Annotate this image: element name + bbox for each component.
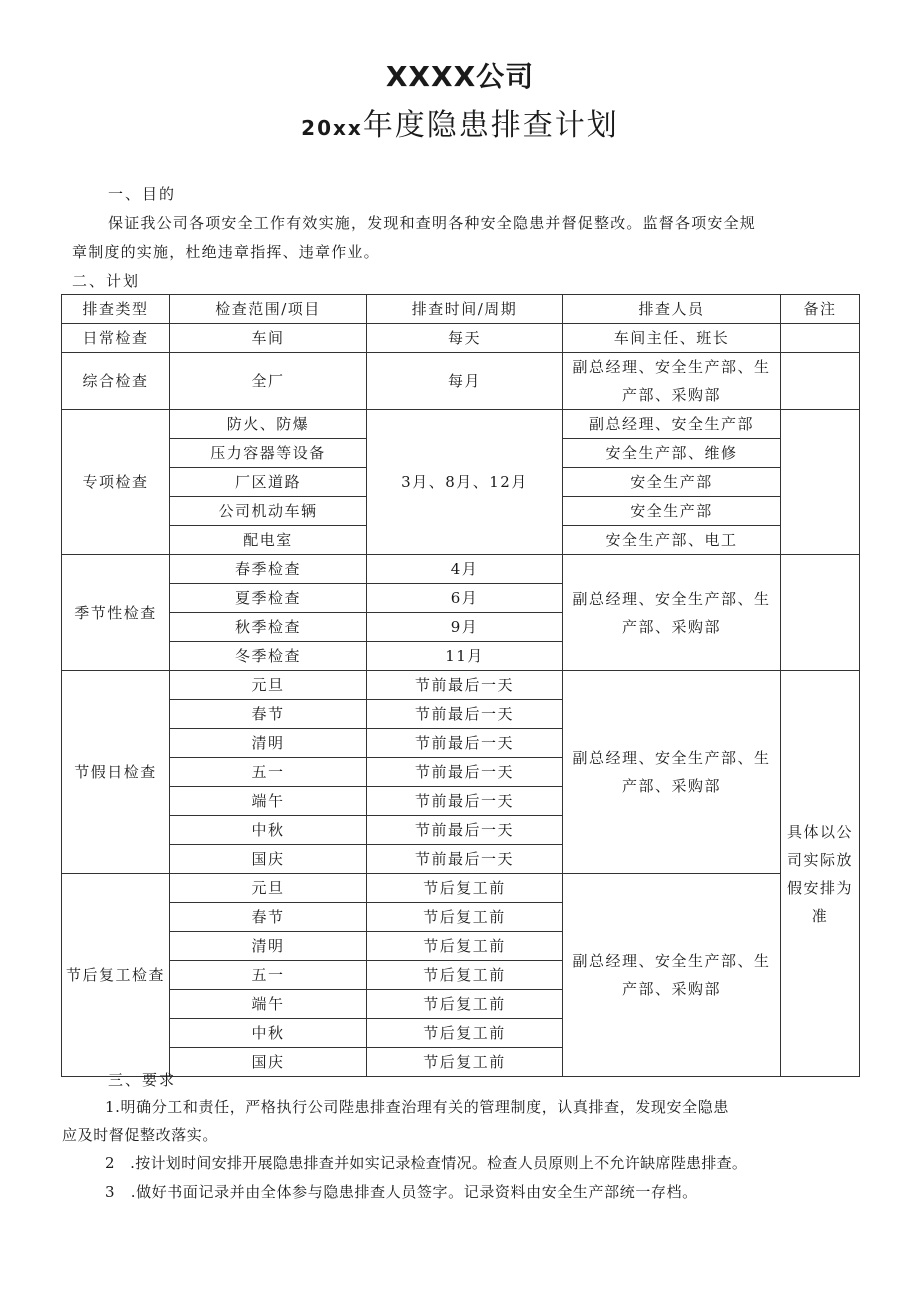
staff-cell: 副总经理、安全生产部、生 产部、采购部 [563, 671, 781, 874]
section1-line2: 章制度的实施，杜绝违章指挥、违章作业。 [72, 243, 380, 261]
scope-cell: 全厂 [170, 353, 367, 410]
scope-cell: 中秋 [170, 816, 367, 845]
section1-line1: 保证我公司各项安全工作有效实施，发现和查明各种安全隐患并督促整改。监督各项安全规 [108, 214, 757, 232]
scope-cell: 五一 [170, 758, 367, 787]
scope-cell: 冬季检查 [170, 642, 367, 671]
scope-cell: 中秋 [170, 1019, 367, 1048]
time-cell: 节前最后一天 [367, 700, 563, 729]
scope-cell: 清明 [170, 729, 367, 758]
scope-cell: 元旦 [170, 874, 367, 903]
inspection-plan-table [61, 294, 860, 1077]
header-remark: 备注 [781, 295, 860, 324]
scope-cell: 秋季检查 [170, 613, 367, 642]
scope-cell: 配电室 [170, 526, 367, 555]
time-cell: 4月 [367, 555, 563, 584]
scope-cell: 春节 [170, 700, 367, 729]
staff-cell: 安全生产部、维修 [563, 439, 781, 468]
staff-cell: 车间主任、班长 [563, 324, 781, 353]
plan-title: 20xx年度隐患排查计划 [301, 108, 619, 143]
header-type: 排查类型 [62, 295, 170, 324]
time-cell: 节后复工前 [367, 903, 563, 932]
requirement-1-line1: 1.明确分工和责任，严格执行公司陛患排查治理有关的管理制度，认真排查，发现安全隐患 [105, 1098, 729, 1116]
remark-cell [781, 555, 860, 671]
staff-cell: 副总经理、安全生产部、生 产部、采购部 [563, 874, 781, 1077]
time-cell: 节后复工前 [367, 1019, 563, 1048]
remark-cell [781, 324, 860, 353]
scope-cell: 端午 [170, 990, 367, 1019]
scope-cell: 五一 [170, 961, 367, 990]
type-cell: 综合检查 [62, 353, 170, 410]
table-header-row [62, 295, 860, 324]
table-row [62, 555, 860, 584]
staff-cell: 副总经理、安全生产部、生 产部、采购部 [563, 353, 781, 410]
section2-heading: 二、计划 [72, 272, 141, 290]
remark-cell [781, 353, 860, 410]
table-row [62, 353, 860, 410]
scope-cell: 防火、防爆 [170, 410, 367, 439]
time-cell: 节前最后一天 [367, 758, 563, 787]
scope-cell: 春季检查 [170, 555, 367, 584]
time-cell: 节前最后一天 [367, 787, 563, 816]
time-cell: 节后复工前 [367, 874, 563, 903]
scope-cell: 车间 [170, 324, 367, 353]
time-cell: 11月 [367, 642, 563, 671]
requirement-2: 2 .按计划时间安排开展隐患排查并如实记录检查情况。检查人员原则上不允许缺席陛患排查。 [105, 1154, 748, 1172]
time-cell: 节前最后一天 [367, 729, 563, 758]
time-cell: 9月 [367, 613, 563, 642]
type-cell: 专项检查 [62, 410, 170, 555]
table-row [62, 410, 860, 439]
scope-cell: 公司机动车辆 [170, 497, 367, 526]
staff-cell: 安全生产部、电工 [563, 526, 781, 555]
table-row [62, 671, 860, 700]
time-cell: 节后复工前 [367, 932, 563, 961]
scope-cell: 夏季检查 [170, 584, 367, 613]
type-cell: 日常检查 [62, 324, 170, 353]
time-cell: 节后复工前 [367, 990, 563, 1019]
time-cell: 节前最后一天 [367, 816, 563, 845]
time-cell: 6月 [367, 584, 563, 613]
scope-cell: 国庆 [170, 845, 367, 874]
table-row [62, 324, 860, 353]
scope-cell: 国庆 [170, 1048, 367, 1077]
section3-heading: 三、要求 [108, 1071, 177, 1089]
section1-heading: 一、目的 [108, 185, 177, 203]
time-cell: 节后复工前 [367, 1048, 563, 1077]
time-cell: 每天 [367, 324, 563, 353]
header-time: 排查时间/周期 [367, 295, 563, 324]
scope-cell: 元旦 [170, 671, 367, 700]
time-cell: 节后复工前 [367, 961, 563, 990]
time-cell: 节前最后一天 [367, 671, 563, 700]
company-title: XXXX公司 [385, 60, 535, 93]
header-scope: 检查范围/项目 [170, 295, 367, 324]
scope-cell: 清明 [170, 932, 367, 961]
requirement-3: 3 .做好书面记录并由全体参与隐患排查人员签字。记录资料由安全生产部统一存档。 [105, 1183, 698, 1201]
remark-cell [781, 410, 860, 555]
scope-cell: 压力容器等设备 [170, 439, 367, 468]
remark-cell: 具体以公 司实际放 假安排为 准 [781, 671, 860, 1077]
requirement-1-line2: 应及时督促整改落实。 [62, 1126, 219, 1144]
staff-cell: 副总经理、安全生产部、生 产部、采购部 [563, 555, 781, 671]
type-cell: 节后复工检查 [62, 874, 170, 1077]
header-staff: 排查人员 [563, 295, 781, 324]
type-cell: 节假日检查 [62, 671, 170, 874]
staff-cell: 安全生产部 [563, 497, 781, 526]
time-cell: 每月 [367, 353, 563, 410]
staff-cell: 安全生产部 [563, 468, 781, 497]
scope-cell: 端午 [170, 787, 367, 816]
time-cell: 节前最后一天 [367, 845, 563, 874]
scope-cell: 春节 [170, 903, 367, 932]
staff-cell: 副总经理、安全生产部 [563, 410, 781, 439]
table-row [62, 874, 860, 903]
scope-cell: 厂区道路 [170, 468, 367, 497]
time-cell: 3月、8月、12月 [367, 410, 563, 555]
type-cell: 季节性检查 [62, 555, 170, 671]
